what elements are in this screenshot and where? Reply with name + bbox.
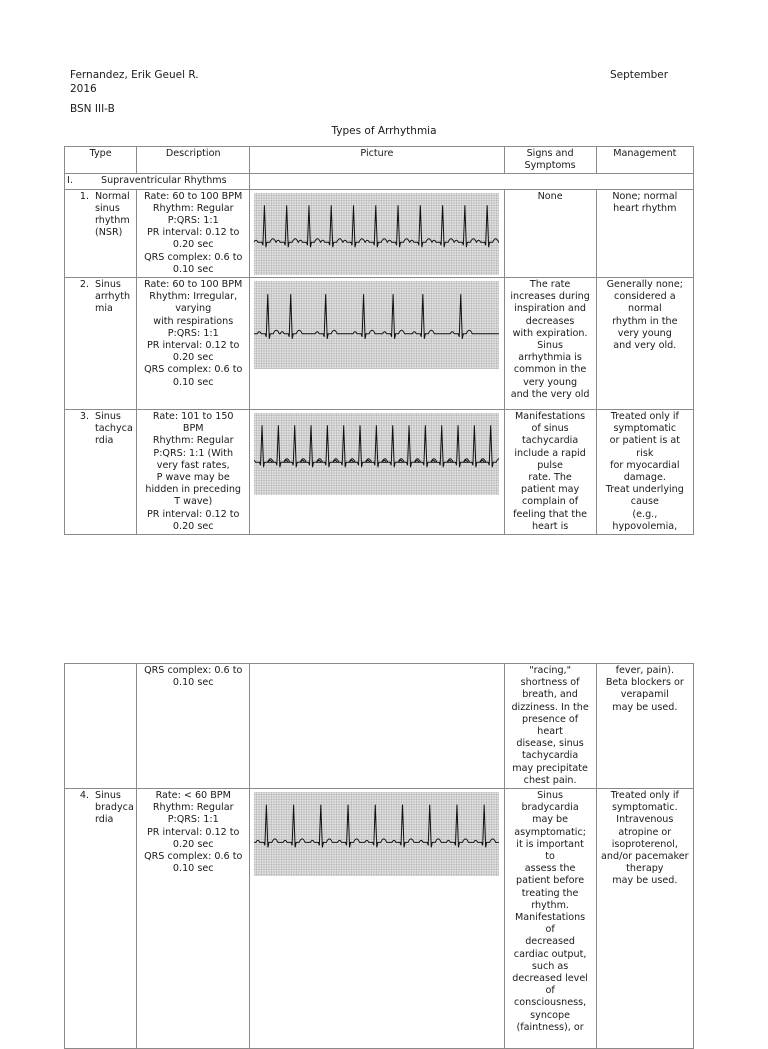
cell-line: Rate: < 60 BPM xyxy=(155,790,231,802)
row-number: 1. xyxy=(79,190,89,202)
cell-line: Normal xyxy=(95,190,130,202)
cell-line: Sinus xyxy=(537,790,564,802)
cell-line: it is important xyxy=(516,838,584,850)
cell-line: very fast rates, xyxy=(156,459,230,471)
cell-line: dizziness. In the xyxy=(511,701,589,713)
cell-line: increases during xyxy=(510,291,590,303)
cell-line: heart rhythm xyxy=(613,202,677,214)
cell-line: tachyca xyxy=(95,423,133,435)
table-header-row xyxy=(65,147,694,174)
cell-line: therapy xyxy=(626,863,664,875)
ecg-strip-sinus-tachycardia xyxy=(254,413,499,495)
cell-line: decreases xyxy=(525,315,575,327)
date-month: September xyxy=(610,69,669,81)
cell-line: isoproterenol, xyxy=(611,838,678,850)
cell-line: Sinus xyxy=(95,411,121,423)
cell-line: may precipitate xyxy=(512,762,588,774)
cell-line: Sinus xyxy=(95,279,121,291)
cell-line: assess the xyxy=(524,863,576,875)
cell-line: PR interval: 0.12 to xyxy=(147,227,240,239)
cell-line: PR interval: 0.12 to xyxy=(147,826,240,838)
cell-line: of xyxy=(545,924,555,936)
cell-line: Rhythm: Regular xyxy=(152,435,234,447)
cell-line: "racing," xyxy=(529,665,571,676)
cell-line: Sinus xyxy=(537,340,564,352)
cell-line: rhythm in the xyxy=(612,315,678,327)
cell-line: decreased level xyxy=(512,973,588,985)
cell-line: Intravenous xyxy=(616,814,674,826)
cell-line: None; normal xyxy=(612,190,678,202)
cell-line: Treated only if xyxy=(610,411,679,423)
cell-line: Treat underlying xyxy=(605,484,684,496)
cell-line: Manifestations xyxy=(514,411,586,423)
cell-line: rhythm. xyxy=(531,899,569,911)
table-row xyxy=(65,664,694,789)
cell-line: damage. xyxy=(623,472,666,484)
row-number: 3. xyxy=(79,411,89,423)
cell-line: P wave may be xyxy=(156,472,230,484)
cell-line: rdia xyxy=(95,814,114,826)
management-cell xyxy=(596,789,693,1049)
cell-line: shortness of xyxy=(520,677,580,689)
column-header-description: Description xyxy=(137,147,250,174)
cell-line: Treated only if xyxy=(610,790,679,802)
cell-line: symptomatic. xyxy=(611,802,678,814)
management-cell xyxy=(596,664,693,789)
type-name xyxy=(95,191,131,240)
cell-line: to xyxy=(545,851,555,863)
cell-line: with expiration. xyxy=(512,327,588,339)
date-year: 2016 xyxy=(70,83,97,95)
cell-line: BPM xyxy=(182,423,204,435)
cell-line: include a rapid xyxy=(514,447,586,459)
column-header-picture: Picture xyxy=(250,147,504,174)
cell-line: complain of xyxy=(522,496,579,508)
cell-line: cause xyxy=(630,496,659,508)
picture-cell xyxy=(250,189,504,277)
cell-line: tachycardia xyxy=(521,750,579,762)
description-cell xyxy=(137,789,250,1049)
cell-line: normal xyxy=(628,303,662,315)
section-title: Supraventricular Rhythms xyxy=(101,175,227,187)
ecg-strip-sinus-bradycardia xyxy=(254,792,499,876)
cell-line: (e.g., xyxy=(632,508,658,520)
cell-line: (faintness), or xyxy=(516,1021,584,1033)
cell-line: chest pain. xyxy=(523,774,577,786)
management-cell xyxy=(596,278,693,410)
cell-line: bradycardia xyxy=(521,802,579,814)
cell-line: for myocardial xyxy=(610,459,680,471)
cell-line: rate. The xyxy=(528,472,572,484)
cell-line: of sinus xyxy=(531,423,569,435)
description-cell xyxy=(137,189,250,277)
signs-cell xyxy=(504,789,596,1049)
cell-line: Manifestations xyxy=(514,912,586,924)
type-cell-empty xyxy=(65,664,137,789)
management-cell xyxy=(596,410,693,535)
signs-cell xyxy=(504,410,596,535)
type-name xyxy=(95,411,131,448)
cell-line: Rate: 60 to 100 BPM xyxy=(144,279,243,291)
cell-line: 0.10 sec xyxy=(172,376,214,388)
cell-line: P:QRS: 1:1 xyxy=(167,215,219,227)
cell-line: fever, pain). xyxy=(615,665,675,676)
table-row xyxy=(65,189,694,277)
cell-line: arrhythmia is xyxy=(518,352,582,364)
cell-line: PR interval: 0.12 to xyxy=(147,340,240,352)
cell-line: inspiration and xyxy=(514,303,586,315)
column-header-management: Management xyxy=(596,147,693,174)
cell-line: Rate: 101 to 150 xyxy=(152,411,234,423)
cell-line: QRS complex: 0.6 to xyxy=(144,251,243,263)
column-header-type: Type xyxy=(65,147,137,174)
cell-line: Rhythm: Irregular, xyxy=(149,291,238,303)
description-cell xyxy=(137,278,250,410)
cell-line: such as xyxy=(531,960,569,972)
cell-line: may be used. xyxy=(612,701,678,713)
cell-line: with respirations xyxy=(153,315,234,327)
cell-line: Beta blockers or xyxy=(605,677,684,689)
cell-line: rhythm xyxy=(95,215,130,227)
cell-line: The rate xyxy=(529,279,571,291)
cell-line: symptomatic xyxy=(613,423,677,435)
cell-line: asymptomatic; xyxy=(514,826,586,838)
cell-line: QRS complex: 0.6 to xyxy=(144,364,243,376)
cell-line: risk xyxy=(636,447,654,459)
cell-line: 0.10 sec xyxy=(172,863,214,875)
cell-line: 0.20 sec xyxy=(172,239,214,251)
cell-line: Rate: 60 to 100 BPM xyxy=(144,190,243,202)
cell-line: and the very old xyxy=(510,388,590,400)
cell-line: rdia xyxy=(95,435,114,447)
cell-line: 0.20 sec xyxy=(172,838,214,850)
picture-cell xyxy=(250,789,504,1049)
row-number: 4. xyxy=(79,790,89,802)
cell-line: very young xyxy=(523,376,578,388)
description-cell xyxy=(137,410,250,535)
ecg-strip-sinus-arrhythmia xyxy=(254,281,499,369)
cell-line: syncope xyxy=(530,1009,571,1021)
cell-line: None xyxy=(537,190,563,202)
cell-line: patient before xyxy=(516,875,585,887)
cell-line: heart is xyxy=(531,520,569,532)
column-header-signs: Signs and Symptoms xyxy=(504,147,596,174)
cell-line: T wave) xyxy=(174,496,213,508)
cell-line: P:QRS: 1:1 (With xyxy=(153,447,234,459)
cell-line: and/or pacemaker xyxy=(601,851,689,863)
row-number: 2. xyxy=(79,279,89,291)
type-name xyxy=(95,279,131,316)
cell-line: (NSR) xyxy=(95,227,123,239)
cell-line: Rhythm: Regular xyxy=(152,202,234,214)
signs-cell xyxy=(504,189,596,277)
signs-cell xyxy=(504,664,596,789)
cell-line: hidden in preceding xyxy=(145,484,242,496)
table-row xyxy=(65,278,694,410)
author-name: Fernandez, Erik Geuel R. xyxy=(70,69,199,81)
management-cell xyxy=(596,189,693,277)
cell-line: QRS complex: 0.6 to xyxy=(144,665,243,676)
cell-line: consciousness, xyxy=(514,997,587,1009)
cell-line: of xyxy=(545,985,555,997)
cell-line: 0.10 sec xyxy=(172,263,214,275)
cell-line: bradyca xyxy=(95,802,134,814)
cell-line: breath, and xyxy=(522,689,578,701)
cell-line: decreased xyxy=(525,936,575,948)
cell-line: 0.20 sec xyxy=(172,352,214,364)
cell-line: may be xyxy=(532,814,569,826)
arrhythmia-table xyxy=(64,146,694,535)
section-roman: I. xyxy=(67,175,73,187)
signs-cell xyxy=(504,278,596,410)
cell-line: sinus xyxy=(95,202,120,214)
cell-line: disease, sinus xyxy=(516,738,584,750)
table-row xyxy=(65,789,694,1049)
cell-line: P:QRS: 1:1 xyxy=(167,814,219,826)
cell-line: common in the xyxy=(513,364,587,376)
cell-line: QRS complex: 0.6 to xyxy=(144,851,243,863)
cell-line: may be used. xyxy=(612,875,678,887)
cell-line: PR interval: 0.12 to xyxy=(147,508,240,520)
description-cell xyxy=(137,664,250,789)
cell-line: Rhythm: Regular xyxy=(152,802,234,814)
cell-line: patient may xyxy=(521,484,580,496)
cell-line: treating the xyxy=(521,887,579,899)
cell-line: Generally none; xyxy=(606,279,683,291)
type-name xyxy=(95,790,134,827)
arrhythmia-table-continued xyxy=(64,663,694,1049)
cell-line: considered a xyxy=(614,291,676,303)
document-title: Types of Arrhythmia xyxy=(331,125,437,137)
cell-line: mia xyxy=(95,303,113,315)
section-row xyxy=(65,174,694,189)
cell-line: atropine or xyxy=(618,826,672,838)
table-row xyxy=(65,410,694,535)
ecg-strip-normal-sinus xyxy=(254,193,499,275)
cell-line: verapamil xyxy=(620,689,669,701)
cell-line: varying xyxy=(175,303,212,315)
cell-line: hypovolemia, xyxy=(612,520,678,532)
cell-line: Sinus xyxy=(95,790,121,802)
cell-line: presence of xyxy=(522,713,579,725)
cell-line: 0.10 sec xyxy=(172,677,214,689)
picture-cell-empty xyxy=(250,664,504,789)
cell-line: and very old. xyxy=(613,340,677,352)
cell-line: or patient is at xyxy=(609,435,681,447)
cell-line: arrhyth xyxy=(95,291,131,303)
cell-line: feeling that the xyxy=(513,508,588,520)
cell-line: pulse xyxy=(537,459,563,471)
cell-line: heart xyxy=(537,726,563,738)
cell-line: P:QRS: 1:1 xyxy=(167,327,219,339)
cell-line: 0.20 sec xyxy=(172,520,214,532)
picture-cell xyxy=(250,278,504,410)
picture-cell xyxy=(250,410,504,535)
class-section: BSN III-B xyxy=(70,103,115,115)
cell-line: tachycardia xyxy=(521,435,579,447)
cell-line: cardiac output, xyxy=(513,948,587,960)
cell-line: very young xyxy=(617,327,672,339)
